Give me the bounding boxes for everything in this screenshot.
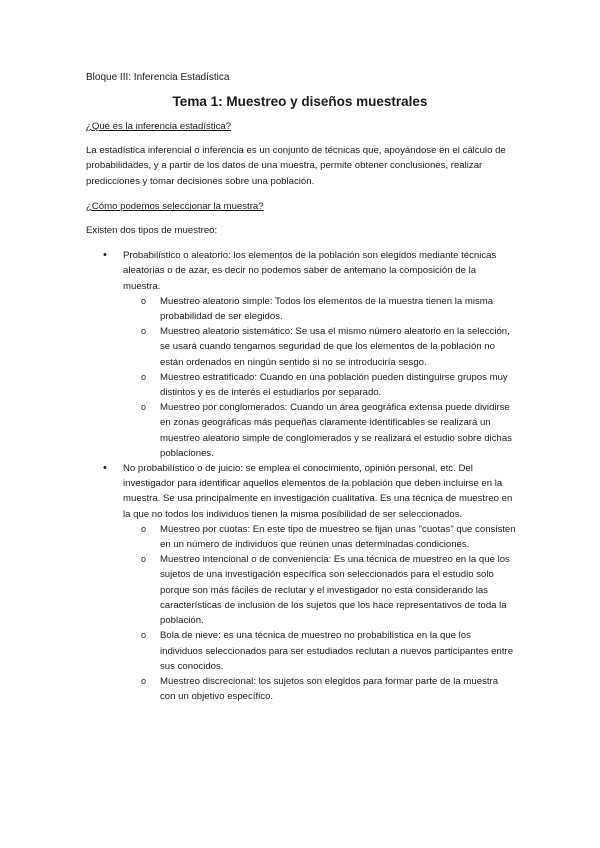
list-item: o Bola de nieve: es una técnica de muestreo no probabilística en la que los individuos seleccionados para ser estudiados reclutan a nuevos participantes entre sus conocidos. bbox=[123, 628, 516, 674]
list-item: o Muestreo intencional o de conveniencia: Es una técnica de muestreo en la que los sujetos de una investigación específica son seleccionados para el estudio solo porque son más fáciles de reclutar y el investigador no está considerando las características de inclusión de los sujetos que los hace representativos de toda la población. bbox=[123, 552, 516, 628]
probabilistic-subtypes-list bbox=[123, 294, 516, 461]
list-item-text: Probabilístico o aleatorio: los elementos de la población son elegidos mediante técnicas aleatorias o de azar, es decir no podemos saber de antemano la composición de la muestra. bbox=[123, 250, 497, 292]
list-item: o Muestreo aleatorio sistemático: Se usa el mismo número aleatorio en la selección, se usará cuando tengamos seguridad de que los elementos de la población no están ordenados en ningún sentido si no se introduciría sesgo. bbox=[123, 324, 516, 370]
list-item bbox=[86, 461, 516, 704]
sampling-types-list bbox=[86, 248, 516, 704]
question-heading-1: ¿Qué es la inferencia estadística? bbox=[86, 121, 232, 132]
intro-paragraph: Existen dos tipos de muestreo: bbox=[86, 225, 218, 237]
document-body bbox=[86, 119, 516, 704]
non-probabilistic-subtypes-list bbox=[123, 522, 516, 704]
list-item bbox=[86, 248, 516, 461]
question-heading-2: ¿Cómo podemos seleccionar la muestra? bbox=[86, 200, 264, 212]
definition-paragraph: La estadística inferencial o inferencia es un conjunto de técnicas que, apoyándose en el cálculo de probabilidades, y a partir de los datos de una muestra, permite obtener conclusiones, realizar predicciones y tomar decisiones sobre una población. bbox=[86, 145, 506, 187]
list-item: o Muestreo aleatorio simple: Todos los elementos de la muestra tienen la misma probabilidad de ser elegidos. bbox=[123, 294, 516, 324]
list-item: o Muestreo por conglomerados: Cuando un área geográfica extensa puede dividirse en zonas geográficas más pequeñas claramente identificables se realizará un muestreo aleatorio simple de conglomerados y se realizará el estudio sobre dichas poblaciones. bbox=[123, 400, 516, 461]
block-label: Bloque III: Inferencia Estadística bbox=[86, 72, 230, 83]
page-title: Tema 1: Muestreo y diseños muestrales bbox=[172, 94, 428, 109]
list-item-text: No probabilístico o de juicio: se emplea el conocimiento, opinión personal, etc. Del investigador para identificar aquellos elementos de la población que deben incluirse en la muestra. Se usa principalmente en investigación cualitativa. Es una técnica de muestreo en la que no todos los individuos tienen la misma posibilidad de ser seleccionados. bbox=[123, 463, 513, 520]
list-item: o Muestreo discrecional: los sujetos son elegidos para formar parte de la muestra con un objetivo específico. bbox=[123, 674, 516, 704]
list-item: o Muestreo por cuotas: En este tipo de muestreo se fijan unas "cuotas" que consisten en un número de individuos que reúnen unas determinadas condiciones. bbox=[123, 522, 516, 552]
list-item: o Muestreo estratificado: Cuando en una población pueden distinguirse grupos muy distintos y es de interés el estudiarlos por separado. bbox=[123, 370, 516, 400]
